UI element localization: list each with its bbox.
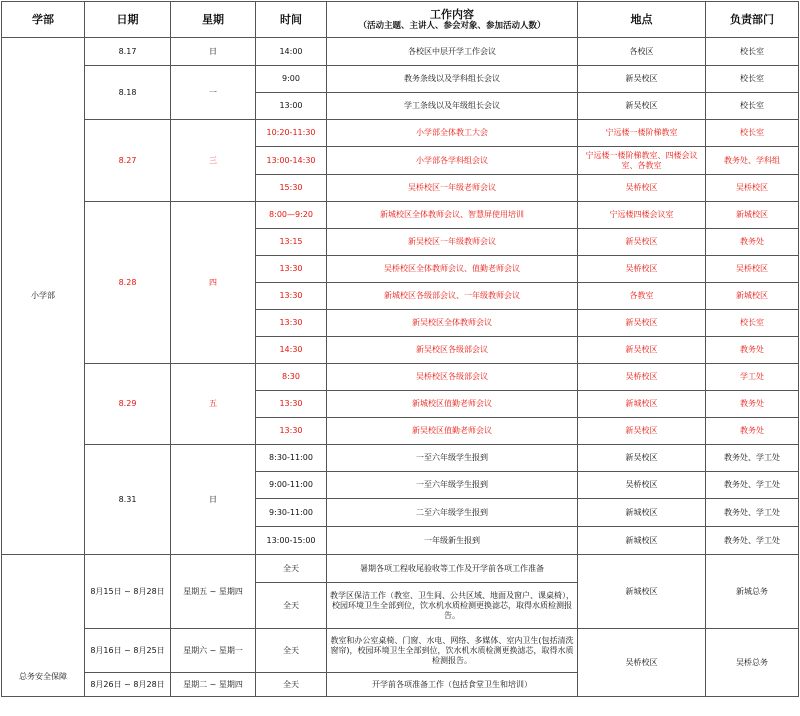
header-row bbox=[2, 2, 799, 38]
place-cell: 新吴校区 bbox=[578, 66, 706, 93]
owner-cell: 教务处、学工处 bbox=[706, 472, 799, 499]
date-cell: 8月26日 ~ 8月28日 bbox=[85, 673, 171, 697]
place-cell: 吴桥校区 bbox=[578, 472, 706, 499]
table-row bbox=[2, 364, 799, 391]
time-cell: 13:30 bbox=[256, 418, 327, 445]
header-dept: 学部 bbox=[2, 2, 85, 38]
time-cell: 13:00-15:00 bbox=[256, 527, 327, 555]
owner-cell: 校长室 bbox=[706, 38, 799, 66]
content-cell: 二至六年级学生报到 bbox=[327, 499, 578, 527]
header-weekday: 星期 bbox=[171, 2, 256, 38]
date-cell: 8.28 bbox=[85, 202, 171, 364]
content-cell: 一至六年级学生报到 bbox=[327, 472, 578, 499]
table-row bbox=[2, 629, 799, 673]
content-cell: 各校区中层开学工作会议 bbox=[327, 38, 578, 66]
header-content-title: 工作内容 bbox=[430, 7, 474, 21]
weekday-cell: 三 bbox=[171, 120, 256, 202]
content-cell: 新吴校区全体教师会议 bbox=[327, 310, 578, 337]
time-cell: 8:30-11:00 bbox=[256, 445, 327, 472]
content-cell: 一至六年级学生报到 bbox=[327, 445, 578, 472]
content-cell: 学工条线以及年级组长会议 bbox=[327, 93, 578, 120]
time-cell: 14:00 bbox=[256, 38, 327, 66]
weekday-cell: 星期五 ~ 星期四 bbox=[171, 555, 256, 629]
table-row bbox=[2, 38, 799, 66]
header-place: 地点 bbox=[578, 2, 706, 38]
time-cell: 9:00-11:00 bbox=[256, 472, 327, 499]
date-cell: 8.18 bbox=[85, 66, 171, 120]
owner-cell: 吴桥校区 bbox=[706, 175, 799, 202]
date-cell: 8.27 bbox=[85, 120, 171, 202]
date-cell: 8.29 bbox=[85, 364, 171, 445]
place-cell: 宁远楼一楼阶梯教室、四楼会议室、各教室 bbox=[578, 147, 706, 175]
owner-cell: 教务处、学工处 bbox=[706, 527, 799, 555]
dept-cell-primary: 小学部 bbox=[2, 38, 85, 555]
header-owner: 负责部门 bbox=[706, 2, 799, 38]
weekday-cell: 星期二 ~ 星期四 bbox=[171, 673, 256, 697]
place-cell: 新吴校区 bbox=[578, 93, 706, 120]
place-cell: 吴桥校区 bbox=[578, 256, 706, 283]
owner-cell: 校长室 bbox=[706, 93, 799, 120]
place-cell: 吴桥校区 bbox=[578, 629, 706, 697]
time-cell: 13:30 bbox=[256, 256, 327, 283]
content-cell: 教室和办公室桌椅、门窗、水电、网络、多媒体、室内卫生(包括清洗窗帘)，校园环境卫生全部到位，饮水机水质检测更换滤芯，取得水质检测报告。 bbox=[327, 629, 578, 673]
header-date: 日期 bbox=[85, 2, 171, 38]
content-cell: 新吴校区各级部会议 bbox=[327, 337, 578, 364]
header-time: 时间 bbox=[256, 2, 327, 38]
owner-cell: 校长室 bbox=[706, 120, 799, 147]
time-cell: 全天 bbox=[256, 555, 327, 583]
place-cell: 各教室 bbox=[578, 283, 706, 310]
place-cell: 新城校区 bbox=[578, 555, 706, 629]
content-cell: 一年级新生报到 bbox=[327, 527, 578, 555]
place-cell: 新城校区 bbox=[578, 527, 706, 555]
content-cell: 新吴校区值勤老师会议 bbox=[327, 418, 578, 445]
owner-cell: 吴桥总务 bbox=[706, 629, 799, 697]
content-cell: 新城校区值勤老师会议 bbox=[327, 391, 578, 418]
date-cell: 8.31 bbox=[85, 445, 171, 555]
time-cell: 9:00 bbox=[256, 66, 327, 93]
date-cell: 8.17 bbox=[85, 38, 171, 66]
time-cell: 10:20-11:30 bbox=[256, 120, 327, 147]
place-cell: 吴桥校区 bbox=[578, 175, 706, 202]
owner-cell: 吴桥校区 bbox=[706, 256, 799, 283]
owner-cell: 教务处、学科组 bbox=[706, 147, 799, 175]
content-cell: 新吴校区一年级教师会议 bbox=[327, 229, 578, 256]
date-cell: 8月16日 ~ 8月25日 bbox=[85, 629, 171, 673]
place-cell: 宁远楼一楼阶梯教室 bbox=[578, 120, 706, 147]
time-cell: 全天 bbox=[256, 673, 327, 697]
owner-cell: 教务处、学工处 bbox=[706, 445, 799, 472]
time-cell: 13:15 bbox=[256, 229, 327, 256]
table-row bbox=[2, 202, 799, 229]
owner-cell: 校长室 bbox=[706, 66, 799, 93]
content-cell: 开学前各项准备工作（包括食堂卫生和培训） bbox=[327, 673, 578, 697]
owner-cell: 教务处 bbox=[706, 229, 799, 256]
place-cell: 新吴校区 bbox=[578, 445, 706, 472]
time-cell: 15:30 bbox=[256, 175, 327, 202]
time-cell: 9:30-11:00 bbox=[256, 499, 327, 527]
content-cell: 小学部各学科组会议 bbox=[327, 147, 578, 175]
time-cell: 13:30 bbox=[256, 391, 327, 418]
schedule-table bbox=[1, 1, 799, 697]
place-cell: 新吴校区 bbox=[578, 337, 706, 364]
date-cell: 8月15日 ~ 8月28日 bbox=[85, 555, 171, 629]
table-row bbox=[2, 120, 799, 147]
header-content bbox=[327, 2, 578, 38]
owner-cell: 学工处 bbox=[706, 364, 799, 391]
owner-cell: 教务处 bbox=[706, 391, 799, 418]
place-cell: 新吴校区 bbox=[578, 229, 706, 256]
weekday-cell: 日 bbox=[171, 445, 256, 555]
place-cell: 宁远楼四楼会议室 bbox=[578, 202, 706, 229]
content-cell: 暑期各项工程收尾验收等工作及开学前各项工作准备 bbox=[327, 555, 578, 583]
weekday-cell: 星期六 ~ 星期一 bbox=[171, 629, 256, 673]
time-cell: 13:00 bbox=[256, 93, 327, 120]
weekday-cell: 四 bbox=[171, 202, 256, 364]
time-cell: 13:00-14:30 bbox=[256, 147, 327, 175]
time-cell: 8:00—9:20 bbox=[256, 202, 327, 229]
owner-cell: 新城总务 bbox=[706, 555, 799, 629]
dept-cell-logistics: 总务安全保障 bbox=[2, 555, 85, 697]
time-cell: 全天 bbox=[256, 629, 327, 673]
place-cell: 新城校区 bbox=[578, 499, 706, 527]
content-cell: 新城校区各级部会议、一年级教师会议 bbox=[327, 283, 578, 310]
owner-cell: 新城校区 bbox=[706, 202, 799, 229]
content-cell: 吴桥校区一年级老师会议 bbox=[327, 175, 578, 202]
table-row bbox=[2, 66, 799, 93]
place-cell: 吴桥校区 bbox=[578, 364, 706, 391]
owner-cell: 校长室 bbox=[706, 310, 799, 337]
time-cell: 13:30 bbox=[256, 283, 327, 310]
content-cell: 吴桥校区全体教师会议、值勤老师会议 bbox=[327, 256, 578, 283]
weekday-cell: 日 bbox=[171, 38, 256, 66]
header-content-subtitle: （活动主题、主讲人、参会对象、参加活动人数） bbox=[358, 20, 546, 31]
content-cell: 吴桥校区各级部会议 bbox=[327, 364, 578, 391]
time-cell: 14:30 bbox=[256, 337, 327, 364]
place-cell: 新吴校区 bbox=[578, 310, 706, 337]
weekday-cell: 五 bbox=[171, 364, 256, 445]
table-row bbox=[2, 555, 799, 583]
time-cell: 全天 bbox=[256, 583, 327, 629]
place-cell: 各校区 bbox=[578, 38, 706, 66]
place-cell: 新城校区 bbox=[578, 391, 706, 418]
time-cell: 13:30 bbox=[256, 310, 327, 337]
owner-cell: 教务处 bbox=[706, 337, 799, 364]
owner-cell: 教务处、学工处 bbox=[706, 499, 799, 527]
content-cell: 新城校区全体教师会议、智慧屏使用培训 bbox=[327, 202, 578, 229]
table-row bbox=[2, 445, 799, 472]
time-cell: 8:30 bbox=[256, 364, 327, 391]
owner-cell: 新城校区 bbox=[706, 283, 799, 310]
content-cell: 小学部全体教工大会 bbox=[327, 120, 578, 147]
content-cell: 教学区保洁工作（教室、卫生间、公共区域、地面及窗户、课桌椅），校园环境卫生全部到位，饮水机水质检测更换滤芯，取得水质检测报告。 bbox=[327, 583, 578, 629]
owner-cell: 教务处 bbox=[706, 418, 799, 445]
place-cell: 新吴校区 bbox=[578, 418, 706, 445]
weekday-cell: 一 bbox=[171, 66, 256, 120]
content-cell: 教务条线以及学科组长会议 bbox=[327, 66, 578, 93]
